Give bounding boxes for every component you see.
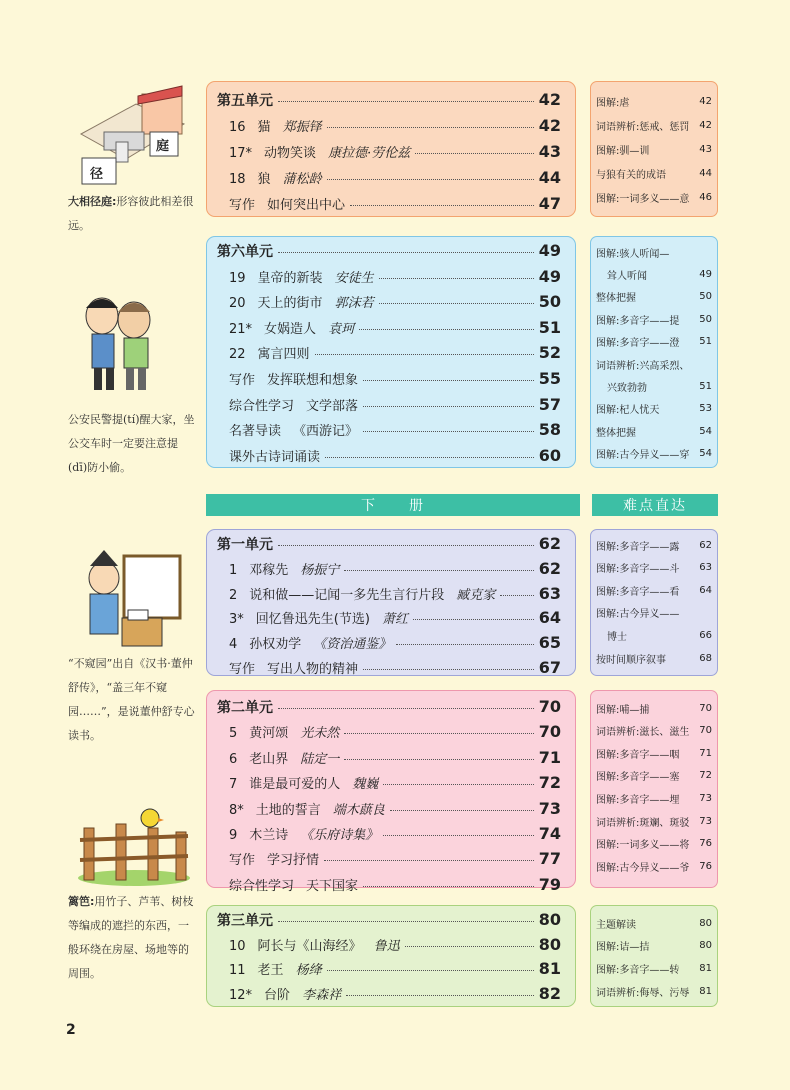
entry-page: 42	[538, 116, 561, 135]
side-entry-text: 图解:多音字——露	[596, 541, 680, 553]
side-entry-page: 73	[699, 815, 712, 827]
entry-author: 鲁迅	[373, 938, 400, 954]
side-entry-text: 耸人听闻	[607, 270, 647, 282]
entry-author: 郭沫若	[334, 296, 374, 312]
entry-number: 16	[229, 120, 246, 135]
side-entry-page: 54	[699, 448, 712, 460]
side-entry-page: 49	[699, 268, 712, 280]
unit-heading-title: 第六单元	[217, 244, 273, 260]
entry-author: 萧红	[381, 612, 408, 628]
toc-entry[interactable]	[207, 168, 575, 192]
page-number: 2	[66, 1022, 76, 1038]
entry-title: 回忆鲁迅先生(节选)	[255, 612, 370, 628]
unit-heading-page: 70	[538, 697, 561, 716]
side-entry-page: 50	[699, 313, 712, 325]
leader-dots	[344, 759, 533, 760]
side-entry-page: 51	[699, 336, 712, 348]
entry-number: 17*	[229, 146, 253, 161]
caption-4-term: 篱笆:	[68, 895, 95, 908]
unit-heading	[207, 534, 575, 558]
entry-number: 综合性学习	[229, 878, 295, 894]
entry-page: 57	[538, 394, 561, 414]
side-entry-text: 图解:多音字——转	[596, 965, 680, 977]
courtyard-illustration	[76, 84, 186, 188]
entry-page: 77	[538, 849, 561, 869]
toc-entry[interactable]	[207, 116, 575, 140]
leader-dots	[390, 810, 534, 811]
scholar-illustration	[74, 548, 184, 650]
leader-dots	[379, 278, 534, 279]
side-entry-page: 64	[699, 584, 712, 596]
unit-heading-title: 第二单元	[217, 700, 273, 716]
side-entry[interactable]	[591, 833, 717, 855]
unit-heading-title: 第五单元	[217, 93, 273, 109]
side-entry-text: 与狼有关的成语	[596, 169, 666, 181]
leader-dots	[363, 406, 534, 407]
entry-page: 74	[538, 824, 561, 843]
side-entry-page: 70	[699, 725, 712, 737]
entry-page: 67	[538, 658, 561, 677]
side-entry-text: 词语辨析:斑斓、斑驳	[596, 817, 690, 829]
entry-page: 58	[538, 420, 561, 440]
entry-number: 1	[229, 562, 238, 578]
entry-author: 端木蕻良	[332, 802, 385, 818]
entry-page: 52	[538, 343, 561, 363]
entry-number: 写作	[229, 853, 256, 869]
entry-page: 64	[538, 608, 561, 628]
entry-number: 8*	[229, 802, 244, 818]
entry-page: 43	[538, 142, 561, 161]
entry-page: 60	[538, 445, 561, 465]
entry-title: 动物笑谈	[264, 146, 317, 161]
entry-author: 《资治通鉴》	[313, 637, 392, 653]
side-entry[interactable]	[591, 162, 717, 184]
side-entry-text: 整体把握	[596, 293, 636, 305]
toc-entry[interactable]	[207, 658, 575, 682]
entry-title: 谁是最可爱的人	[249, 777, 341, 793]
side-entry-text: 词语辨析:兴高采烈、	[596, 360, 690, 372]
entry-title: 如何突出中心	[267, 198, 346, 213]
entry-title: 寓言四则	[257, 347, 310, 363]
entry-title: 土地的誓言	[255, 802, 321, 818]
leader-dots	[415, 153, 534, 154]
entry-number: 写作	[229, 373, 256, 388]
side-entry[interactable]	[591, 534, 717, 556]
unit-box-down-3	[206, 905, 576, 1007]
leader-dots	[350, 205, 534, 206]
caption-2: 公安民警提(tí)醒大家，坐公交车时一定要注意提(dī)防小偷。	[68, 413, 195, 474]
leader-dots	[363, 380, 534, 381]
entry-number: 5	[229, 726, 238, 742]
leader-dots	[413, 619, 534, 620]
toc-entry[interactable]	[207, 142, 575, 166]
side-entry-page: 46	[699, 191, 712, 203]
unit-heading	[207, 697, 575, 721]
side-entry-page: 70	[699, 702, 712, 714]
side-entry-page: 81	[699, 963, 712, 975]
side-column-title: 难点直达	[592, 494, 718, 516]
side-entry[interactable]	[591, 443, 717, 465]
unit-box-down-2	[206, 690, 576, 894]
side-entry-page: 76	[699, 838, 712, 850]
entry-title: 天下国家	[306, 878, 359, 894]
side-entry-text: 图解:多音字——看	[596, 586, 680, 598]
side-entry[interactable]	[591, 765, 717, 787]
entry-number: 12*	[229, 987, 253, 1003]
side-entry-text: 图解:多音字——斗	[596, 564, 680, 576]
toc-entry[interactable]	[207, 633, 575, 657]
volume-bar: 下 册	[206, 494, 580, 516]
toc-entry[interactable]	[207, 395, 575, 419]
unit-heading-page: 49	[538, 241, 561, 260]
entry-title: 阿长与《山海经》	[257, 938, 362, 954]
toc-entry[interactable]	[207, 959, 575, 983]
entry-author: 康拉德·劳伦兹	[328, 146, 411, 161]
side-entry[interactable]	[591, 241, 717, 263]
side-entry[interactable]	[591, 420, 717, 442]
unit-box-down-1	[206, 529, 576, 676]
side-entry-text: 图解:多音字——塞	[596, 772, 680, 784]
side-entry[interactable]	[591, 787, 717, 809]
side-entry-text: 图解:古今异义——爷	[596, 862, 690, 874]
entry-title: 邓稼先	[249, 562, 289, 578]
side-entry-page: 73	[699, 792, 712, 804]
entry-title: 发挥联想和想象	[267, 373, 359, 388]
entry-number: 9	[229, 828, 238, 843]
unit-heading	[207, 241, 575, 265]
side-entry-text: 图解:一词多义——意	[596, 193, 690, 205]
side-entry[interactable]	[591, 624, 717, 646]
caption-3: “不窥园”出自《汉书·董仲舒传》，“盖三年不窥园……”，是说董仲舒专心读书。	[68, 657, 195, 742]
entry-page: 70	[538, 722, 561, 742]
side-entry-page: 44	[699, 167, 712, 179]
unit-heading	[207, 90, 575, 114]
entry-page: 47	[538, 194, 561, 213]
side-box-5	[590, 905, 718, 1007]
leader-dots	[396, 644, 533, 645]
leader-dots	[383, 784, 533, 785]
entry-page: 72	[538, 773, 561, 793]
entry-page: 55	[538, 369, 561, 388]
leader-dots	[344, 570, 533, 571]
entry-author: 安徒生	[334, 270, 374, 286]
side-entry[interactable]	[591, 742, 717, 764]
side-entry[interactable]	[591, 263, 717, 285]
side-entry[interactable]	[591, 855, 717, 877]
entry-page: 82	[538, 983, 561, 1003]
entry-author: 魏巍	[352, 777, 379, 793]
leader-dots	[327, 179, 534, 180]
side-entry-text: 词语辨析:侮辱、污辱	[596, 987, 690, 999]
side-box-3	[590, 529, 718, 676]
entry-number: 写作	[229, 198, 256, 213]
leader-dots	[325, 457, 534, 458]
unit-box-6	[206, 236, 576, 468]
toc-entry[interactable]	[207, 292, 575, 316]
leader-dots	[383, 835, 533, 836]
leader-dots	[346, 995, 534, 996]
caption-1-term: 大相径庭:	[68, 195, 117, 208]
toc-entry[interactable]	[207, 343, 575, 367]
side-entry-page: 72	[699, 770, 712, 782]
side-entry[interactable]	[591, 398, 717, 420]
side-entry-page: 80	[699, 917, 712, 929]
entry-page: 73	[538, 798, 561, 818]
toc-entry[interactable]	[207, 875, 575, 899]
side-entry-page: 68	[699, 652, 712, 664]
toc-entry[interactable]	[207, 935, 575, 959]
entry-title: 课外古诗词诵读	[229, 449, 321, 465]
entry-title: 黄河颂	[249, 726, 289, 742]
leader-dots	[405, 946, 534, 947]
entry-author: 臧克家	[456, 587, 496, 603]
side-entry[interactable]	[591, 980, 717, 1002]
leader-dots	[359, 329, 534, 330]
toc-entry[interactable]	[207, 267, 575, 291]
side-entry[interactable]	[591, 935, 717, 957]
entry-author: 袁珂	[328, 321, 355, 337]
leader-dots	[324, 860, 534, 861]
entry-number: 写作	[229, 662, 256, 677]
fence-illustration	[76, 806, 192, 886]
toc-entry[interactable]	[207, 824, 575, 848]
entry-page: 63	[538, 583, 561, 603]
entry-number: 综合性学习	[229, 398, 295, 414]
leader-dots	[278, 708, 534, 709]
side-entry[interactable]	[591, 186, 717, 208]
side-entry-text: 主题解读	[596, 919, 636, 931]
side-entry-page: 62	[699, 539, 712, 551]
jing-label: 径	[90, 167, 104, 182]
entry-page: 79	[538, 874, 561, 894]
entry-page: 44	[538, 168, 561, 187]
side-entry-page: 42	[699, 95, 712, 107]
entry-number: 21*	[229, 321, 253, 337]
side-entry-page: 42	[699, 119, 712, 131]
entry-title: 台阶	[264, 987, 291, 1003]
toc-entry[interactable]	[207, 608, 575, 632]
entry-page: 50	[538, 292, 561, 312]
entry-number: 3*	[229, 612, 244, 628]
side-entry-page: 76	[699, 860, 712, 872]
side-entry-text: 图解:一词多义——将	[596, 840, 690, 852]
unit-heading-title: 第一单元	[217, 537, 273, 553]
entry-page: 80	[538, 934, 561, 954]
toc-entry[interactable]	[207, 420, 575, 444]
side-entry-text: 图解:多音字——提	[596, 315, 680, 327]
side-entry-page: 43	[699, 143, 712, 155]
side-entry[interactable]	[591, 647, 717, 669]
leader-dots	[344, 733, 533, 734]
side-entry-text: 词语辨析:滋长、滋生	[596, 727, 690, 739]
entry-title: 文学部落	[306, 398, 359, 414]
side-entry-text: 词语辨析:惩戒、惩罚	[596, 121, 690, 133]
toc-entry[interactable]	[207, 369, 575, 393]
entry-author: 杨振宁	[300, 562, 340, 578]
side-entry-text: 按时间顺序叙事	[596, 654, 666, 666]
unit-heading-page: 62	[538, 534, 561, 553]
entry-number: 名著导读	[229, 424, 282, 440]
entry-title: 猫	[257, 120, 271, 135]
leader-dots	[278, 545, 534, 546]
side-entry-page: 50	[699, 291, 712, 303]
side-entry-text: 图解:古今异义——穿	[596, 450, 690, 462]
entry-author: 郑振铎	[282, 120, 322, 135]
entry-author: 杨绛	[295, 963, 322, 978]
toc-entry[interactable]	[207, 318, 575, 342]
side-entry[interactable]	[591, 912, 717, 934]
side-entry[interactable]	[591, 331, 717, 353]
unit-heading	[207, 910, 575, 934]
side-entry[interactable]	[591, 958, 717, 980]
leader-dots	[278, 252, 534, 253]
side-entry[interactable]	[591, 602, 717, 624]
leader-dots	[278, 101, 534, 102]
side-entry-text: 图解:驯—训	[596, 145, 650, 157]
side-entry-page: 71	[699, 747, 712, 759]
entry-number: 6	[229, 751, 238, 767]
unit-heading-title: 第三单元	[217, 913, 273, 929]
entry-number: 20	[229, 296, 246, 312]
entry-number: 22	[229, 347, 246, 363]
side-entry[interactable]	[591, 114, 717, 136]
side-entry-page: 81	[699, 985, 712, 997]
entry-page: 65	[538, 633, 561, 653]
side-entry-text: 图解:多音字——埋	[596, 794, 680, 806]
leader-dots	[327, 970, 534, 971]
ting-label: 庭	[156, 139, 170, 154]
entry-author: 陆定一	[300, 751, 340, 767]
entry-title: 写出人物的精神	[267, 662, 359, 677]
leader-dots	[278, 921, 534, 922]
caption-4-def: 用竹子、芦苇、树枝等编成的遮拦的东西，一般环绕在房屋、场地等的周围。	[68, 895, 194, 980]
caption-4	[68, 890, 196, 986]
entry-title: 说和做——记闻一多先生言行片段	[249, 587, 445, 603]
side-entry-page: 53	[699, 403, 712, 415]
unit-box-5	[206, 81, 576, 217]
side-entry-page: 66	[699, 629, 712, 641]
entry-title: 《西游记》	[293, 424, 359, 440]
side-entry[interactable]	[591, 557, 717, 579]
side-entry-text: 博士	[607, 631, 627, 643]
side-entry[interactable]	[591, 810, 717, 832]
side-entry-text: 图解:骇人听闻—	[596, 248, 670, 260]
toc-entry[interactable]	[207, 773, 575, 797]
unit-heading-page: 80	[538, 910, 561, 929]
side-entry[interactable]	[591, 90, 717, 112]
leader-dots	[315, 354, 534, 355]
side-entry-page: 51	[699, 380, 712, 392]
toc-entry[interactable]	[207, 722, 575, 746]
entry-author: 蒲松龄	[282, 172, 322, 187]
side-entry[interactable]	[591, 286, 717, 308]
toc-entry[interactable]	[207, 559, 575, 583]
caption-1-def: 形容彼此相差很远。	[68, 195, 194, 232]
side-entry[interactable]	[591, 375, 717, 397]
entry-page: 49	[538, 266, 561, 286]
entry-page: 81	[538, 959, 561, 978]
side-entry[interactable]	[591, 720, 717, 742]
toc-entry[interactable]	[207, 584, 575, 608]
side-entry-text: 图解:古今异义——	[596, 609, 680, 621]
side-entry-text: 整体把握	[596, 427, 636, 439]
entry-title: 木兰诗	[249, 828, 289, 843]
entry-title: 孙权劝学	[249, 637, 302, 653]
entry-title: 狼	[257, 172, 271, 187]
entry-title: 皇帝的新装	[257, 270, 323, 286]
side-entry-text: 图解:杞人忧天	[596, 405, 660, 417]
unit-heading-page: 42	[538, 90, 561, 109]
leader-dots	[327, 127, 534, 128]
side-entry[interactable]	[591, 308, 717, 330]
entry-number: 10	[229, 938, 246, 954]
leader-dots	[500, 595, 533, 596]
entry-number: 11	[229, 963, 246, 978]
side-entry-page: 80	[699, 940, 712, 952]
entry-page: 51	[538, 317, 561, 337]
entry-number: 19	[229, 270, 246, 286]
side-entry-text: 图解:诘—拮	[596, 942, 650, 954]
side-entry-text: 图解:多音字——咽	[596, 749, 680, 761]
side-entry-text: 兴致勃勃	[607, 382, 647, 394]
toc-entry[interactable]	[207, 984, 575, 1008]
toc-entry[interactable]	[207, 446, 575, 470]
side-entry-page: 63	[699, 562, 712, 574]
entry-number: 4	[229, 637, 238, 653]
toc-entry[interactable]	[207, 748, 575, 772]
entry-page: 62	[538, 558, 561, 578]
side-entry[interactable]	[591, 138, 717, 160]
entry-number: 18	[229, 172, 246, 187]
toc-entry[interactable]	[207, 194, 575, 218]
entry-author: 《乐府诗集》	[300, 828, 379, 843]
side-entry[interactable]	[591, 697, 717, 719]
entry-author: 李森祥	[302, 987, 342, 1003]
side-entry[interactable]	[591, 353, 717, 375]
toc-entry[interactable]	[207, 799, 575, 823]
leader-dots	[363, 431, 534, 432]
side-entry-page: 54	[699, 425, 712, 437]
entry-number: 7	[229, 777, 238, 793]
entry-title: 老王	[257, 963, 284, 978]
entry-title: 女娲造人	[264, 321, 317, 337]
caption-1	[68, 190, 196, 238]
side-entry-text: 图解:多音字——澄	[596, 338, 680, 350]
side-entry[interactable]	[591, 579, 717, 601]
entry-title: 学习抒情	[267, 853, 320, 869]
entry-number: 2	[229, 587, 238, 603]
police-illustration	[72, 290, 172, 395]
toc-entry[interactable]	[207, 849, 575, 873]
entry-title: 老山界	[249, 751, 289, 767]
side-box-4	[590, 690, 718, 888]
leader-dots	[379, 303, 534, 304]
entry-author: 光未然	[300, 726, 340, 742]
side-entry-text: 图解:虐	[596, 97, 630, 109]
entry-page: 71	[538, 747, 561, 767]
leader-dots	[363, 886, 534, 887]
leader-dots	[363, 669, 534, 670]
side-box-2	[590, 236, 718, 468]
side-entry-text: 图解:哺—捕	[596, 704, 650, 716]
side-box-1	[590, 81, 718, 217]
entry-title: 天上的街市	[257, 296, 323, 312]
